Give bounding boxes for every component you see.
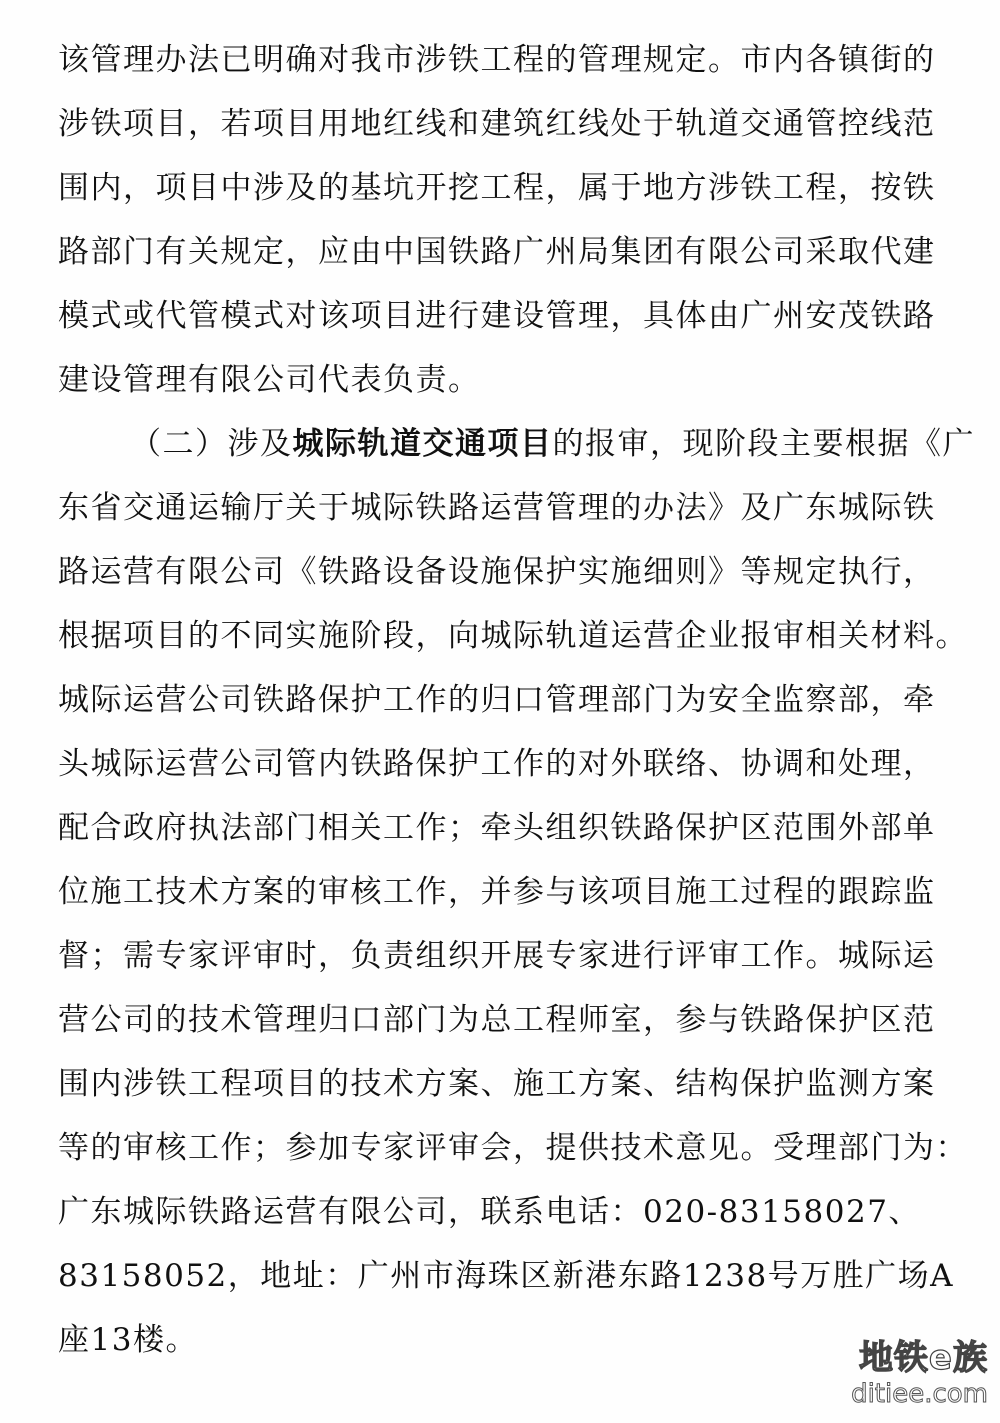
paragraph-2-first-line [130,424,975,464]
text-line: 城际运营公司铁路保护工作的归口管理部门为安全监察部，牵 [58,682,936,718]
text-line: 围内涉铁工程项目的技术方案、施工方案、结构保护监测方案 [58,1066,936,1102]
watermark-domain: ditiee.com [851,1379,988,1409]
text-line: 营公司的技术管理归口部门为总工程师室，参与铁路保护区范 [58,1002,936,1038]
text-line: 模式或代管模式对该项目进行建设管理，具体由广州安茂铁路 [58,298,936,334]
text-line: 等的审核工作；参加专家评审会，提供技术意见。受理部门为： [58,1130,968,1166]
text-line: 东省交通运输厅关于城际铁路运营管理的办法》及广东城际铁 [58,490,936,526]
text-line: 路运营有限公司《铁路设备设施保护实施细则》等规定执行， [58,554,936,590]
text-run: 的报审，现阶段主要根据《广 [552,426,975,462]
text-line: 位施工技术方案的审核工作，并参与该项目施工过程的跟踪监 [58,874,936,910]
text-run: （二）涉及 [130,426,293,462]
text-line: 建设管理有限公司代表负责。 [58,362,481,398]
text-line: 配合政府执法部门相关工作；牵头组织铁路保护区范围外部单 [58,810,936,846]
bold-keyword: 城际轨道交通项目 [292,426,553,462]
text-line: 路部门有关规定，应由中国铁路广州局集团有限公司采取代建 [58,234,936,270]
watermark-logo [818,1337,988,1415]
text-line: 围内，项目中涉及的基坑开挖工程，属于地方涉铁工程，按铁 [58,170,936,206]
text-line: 督；需专家评审时，负责组织开展专家进行评审工作。城际运 [58,938,936,974]
text-line: 根据项目的不同实施阶段，向城际轨道运营企业报审相关材料。 [58,618,968,654]
text-line: 涉铁项目，若项目用地红线和建筑红线处于轨道交通管控线范 [58,106,936,142]
text-line: 头城际运营公司管内铁路保护工作的对外联络、协调和处理， [58,746,936,782]
text-line: 座13楼。 [58,1322,198,1358]
text-line: 83158052，地址：广州市海珠区新港东路1238号万胜广场A [58,1258,955,1294]
watermark-title: 地铁e族 [858,1338,988,1378]
text-line: 广东城际铁路运营有限公司，联系电话：020-83158027、 [58,1194,921,1230]
text-line: 该管理办法已明确对我市涉铁工程的管理规定。市内各镇街的 [58,42,936,78]
